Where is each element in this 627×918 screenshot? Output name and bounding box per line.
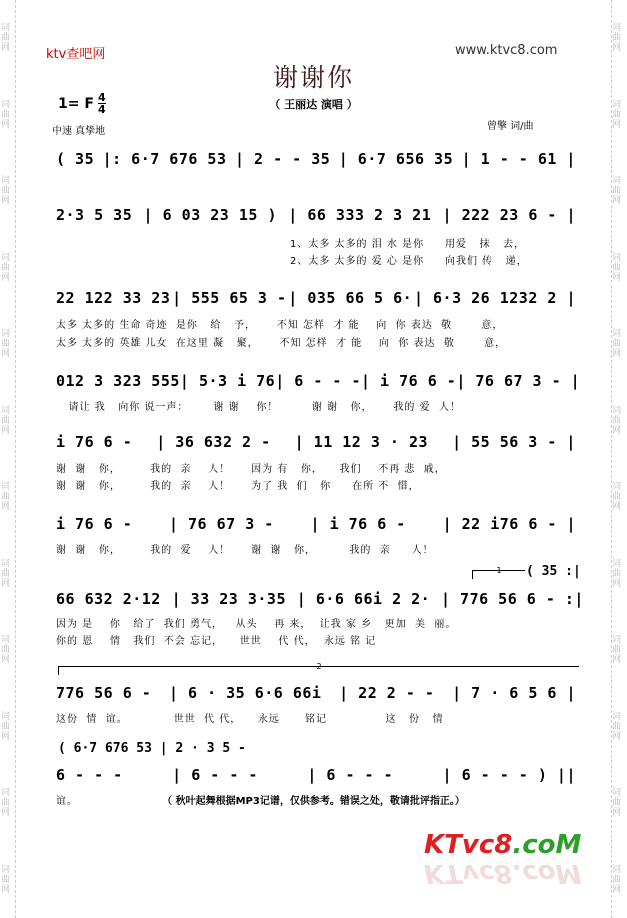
watermark-strip-right: 词曲网 词曲网 词曲网 词曲网 词曲网 词曲网 词曲网 词曲网 词曲网 词曲网 词曲网 词曲网 <box>611 0 626 918</box>
composer-credit: 曾擎 词/曲 <box>487 121 534 132</box>
volta-2: 2 <box>58 666 579 675</box>
watermark-strip-left: 词曲网 词曲网 词曲网 词曲网 词曲网 词曲网 词曲网 词曲网 词曲网 词曲网 词曲网 词曲网 <box>1 0 16 918</box>
score-row-5 <box>56 433 576 451</box>
measure: 2·3 5 35 <box>56 206 133 224</box>
measure: | 6·3 26 1232 2 | <box>413 289 576 307</box>
lyric-line: 谢 谢 你， 我的 亲 人！ 因为 有 你， 我们 不再 悲 戚， <box>56 464 446 475</box>
measure: | 66 333 2 3 21 <box>288 206 432 224</box>
score-row-7 <box>56 590 584 608</box>
measure: | 6·6 66i 2 2· <box>296 590 431 608</box>
measure: | 76 67 3 - <box>168 515 274 533</box>
measure: | 5·3 i 76 <box>179 372 276 390</box>
measure: | 776 56 6 - :| <box>441 590 584 608</box>
measure: | 55 56 3 - | <box>452 433 576 451</box>
measure: 22 122 33 23 <box>56 289 171 307</box>
time-signature: 4 4 <box>98 91 106 116</box>
website-url[interactable]: www.ktvc8.com <box>455 43 558 58</box>
lyric-line: 因为 是 你 给了 我们 勇气， 从头 再 来， 让我 家 乡 更加 美 丽。 <box>56 619 457 630</box>
score-row-4 <box>56 372 581 390</box>
lyric-line: 太多 太多的 生命 奇迹 是你 给 予， 不知 怎样 才 能 向 你 表达 敬 意， <box>56 320 504 331</box>
measure: | 6 03 23 15 ) <box>143 206 277 224</box>
measure: i 76 6 - <box>56 515 133 533</box>
song-title: 谢谢你 <box>272 63 354 92</box>
measure: 6 - - - <box>56 766 123 784</box>
measure: |: 6·7 676 53 <box>102 150 227 168</box>
measure: | 33 23 3·35 <box>171 590 286 608</box>
measure: | 035 66 5 6· <box>288 289 413 307</box>
lyric-line: 2、太多 太多的 爱 心 是你 向我们 传 递， <box>290 256 528 267</box>
measure: | i 76 6 - <box>310 515 406 533</box>
instrumental-line: ( 6·7 676 53 | 2 · 3 5 - <box>58 741 246 756</box>
measure: | 22 i76 6 - | <box>442 515 576 533</box>
score-row-6 <box>56 515 576 533</box>
transcription-note: （ 秋叶起舞根据MP3记谱，仅供参考。错误之处，敬请批评指正。） <box>162 796 465 807</box>
score-row-8 <box>56 684 576 702</box>
measure: ( 35 <box>56 150 95 168</box>
lyric-line: 谢 谢 你， 我的 亲 人！ 为了 我 们 你 在所 不 惜， <box>56 481 420 492</box>
measure: 66 632 2·12 <box>56 590 161 608</box>
lyric-line: 请让 我 向你 说一声： 谢 谢 你！ 谢 谢 你， 我的 爱 人！ <box>56 402 461 413</box>
volta-1: 1 <box>472 570 525 579</box>
measure: | 1 - - 61 | <box>461 150 576 168</box>
tempo-marking: 中速 真挚地 <box>52 126 106 137</box>
ktvc8-logo: KTvc8.coM <box>424 830 582 860</box>
measure: | 222 23 6 - | <box>442 206 576 224</box>
measure: | 6 · 35 6·6 66i <box>168 684 322 702</box>
lyric-line: 1、太多 太多的 泪 水 是你 用爱 抹 去， <box>290 239 526 250</box>
measure: | 22 2 - - <box>339 684 435 702</box>
measure: i 76 6 - <box>56 433 133 451</box>
measure: | 6 - - - ) || <box>442 766 576 784</box>
volta-1-tail: ( 35 :| <box>526 564 581 579</box>
lyric-line: 谢 谢 你， 我的 爱 人！ 谢 谢 你， 我的 亲 人！ <box>56 545 434 556</box>
measure: | 6 - - - <box>275 372 361 390</box>
measure: | 6·7 656 35 <box>338 150 454 168</box>
measure: | 6 - - - <box>307 766 394 784</box>
brand-label: ktv查吧网 <box>46 47 106 62</box>
measure: 012 3 323 555 <box>56 372 180 390</box>
score-row-3 <box>56 289 576 307</box>
key-signature: 1= F <box>58 96 94 112</box>
score-row-2 <box>56 206 576 224</box>
performer-line: （ 王丽达 演唱 ） <box>269 98 358 111</box>
measure: | i 76 6 - <box>361 372 457 390</box>
measure: | 76 67 3 - | <box>456 372 581 390</box>
measure: | 2 - - 35 <box>234 150 331 168</box>
measure: | 6 - - - <box>172 766 258 784</box>
measure: | 11 12 3 · 23 <box>294 433 429 451</box>
logo-reflection: KTvc8.coM <box>424 858 582 888</box>
score-row-1 <box>56 150 576 168</box>
measure: | 555 65 3 - <box>172 289 287 307</box>
lyric-line: 太多 太多的 英雄 儿女 在这里 凝 聚， 不知 怎样 才 能 向 你 表达 敬 意， <box>56 338 507 349</box>
lyric-line: 这份 情 谊。 世世 代 代， 永远 铭记 这 份 情 <box>56 714 444 725</box>
measure: 776 56 6 - <box>56 684 152 702</box>
measure: | 36 632 2 - <box>156 433 271 451</box>
lyric-line: 你的 恩 情 我们 不会 忘记， 世世 代 代， 永远 铭 记 <box>56 636 377 647</box>
lyric-line: 谊。 <box>56 796 78 807</box>
score-row-9 <box>56 766 576 784</box>
measure: | 7 · 6 5 6 | <box>452 684 576 702</box>
